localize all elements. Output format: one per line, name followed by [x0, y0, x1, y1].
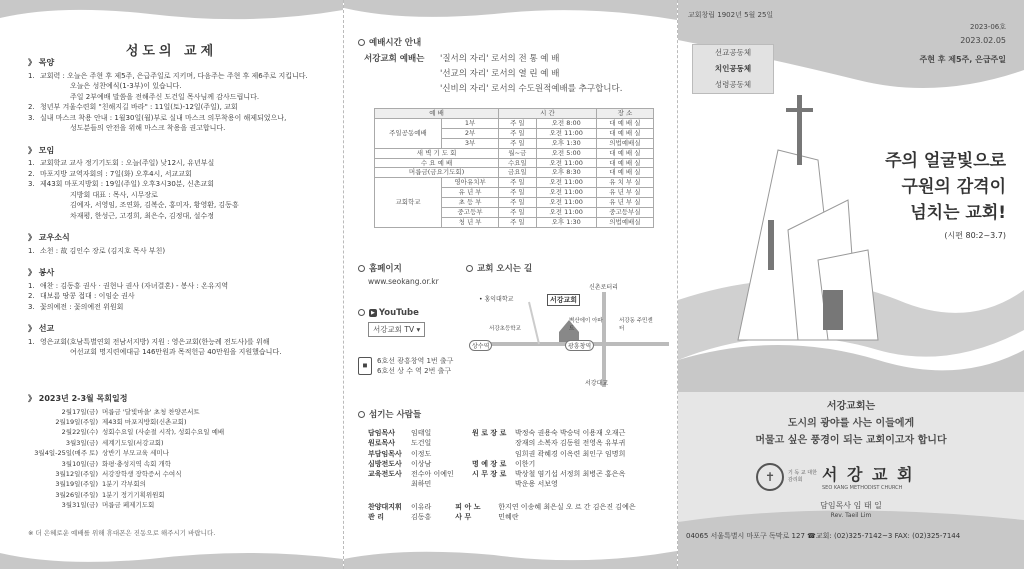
staff-names: 이정도: [411, 449, 432, 458]
table-cell: 수 요 예 배: [375, 158, 499, 168]
table-cell: 오전 11:00: [536, 178, 596, 188]
slogan-line-3: 넘치는 교회!: [910, 203, 1006, 223]
table-header-row: [375, 109, 654, 119]
staff-row: [472, 459, 672, 469]
schedule-row: [28, 490, 333, 500]
item-number: 1.: [28, 281, 35, 290]
item-number: 2.: [28, 103, 35, 111]
intro-line: '신비의 자리' 로서의 수도원적예배를 추구합니다.: [440, 84, 623, 94]
homepage-link[interactable]: www.seokang.or.kr: [368, 277, 439, 286]
staff-names: 한지연 이송혜 최은실 오 르 간 김은진 김예은: [498, 503, 636, 511]
staff-row: [368, 512, 668, 522]
map-label-community-center: 서강동 주민센터: [619, 318, 653, 332]
founded-date: 교회창립 1902년 5월 25일: [688, 11, 774, 19]
news-section: [28, 233, 333, 256]
item-number: 1.: [28, 71, 35, 80]
staff-row: [472, 469, 672, 479]
map-label-hongik: • 홍익대학교: [479, 296, 514, 303]
table-cell: 교회학교: [375, 178, 442, 228]
news-item: [28, 71, 333, 103]
staff-names: 박상철 염기섭 서정희 최병곤 홍은옥: [515, 470, 626, 479]
subway-info: ◼ 6호선 광흥창역 1번 출구 6호선 상 수 역 2번 출구: [358, 356, 453, 376]
staff-row: [472, 438, 672, 448]
table-cell: 주 일: [499, 128, 536, 138]
intro-line: '선교의 자리' 로서의 열 린 예 배: [440, 69, 560, 79]
item-number: 3.: [28, 113, 35, 122]
table-cell: 오전 11:00: [536, 188, 596, 198]
church-logo-block: [756, 462, 915, 491]
staff-role: 원로목사: [368, 439, 396, 448]
item-line: 영은교회(호남특별연회 전남서지방) 지원 : 영은교회(한능례 전도사)를 위해: [40, 337, 270, 346]
staff-left-list: [368, 428, 468, 490]
schedule-row: [28, 407, 333, 417]
staff-role: 찬양대지휘: [368, 503, 402, 511]
table-cell: 주 일: [499, 188, 536, 198]
theme-slogan: [836, 148, 1006, 241]
slogan-line-1: 주의 얼굴빛으로: [885, 151, 1006, 171]
news-panel: [0, 0, 344, 569]
item-number: 1.: [28, 246, 35, 255]
staff-role: 심방전도사: [368, 459, 402, 468]
schedule-event: 머릅금 '달빛마을' 초청 찬양콘서트: [102, 407, 200, 416]
schedule-event: 1분기 각부회의: [102, 480, 146, 489]
intro-lines: [440, 52, 622, 97]
table-cell: 대 예 배 실: [596, 118, 653, 128]
schedule-event: 제43회 마포지방회(신촌교회): [102, 417, 187, 426]
table-cell: 오전 5:00: [536, 148, 596, 158]
schedule-event: 서강장학생 장학증서 수여식: [102, 469, 182, 478]
news-item: [28, 102, 333, 113]
item-line: 지방회 대표 : 목사, 시무장로: [70, 190, 158, 199]
directions-map: [469, 282, 669, 392]
schedule-event: 상반기 부모교육 세미나: [102, 449, 169, 458]
schedule-section: [28, 394, 333, 511]
homepage-heading: 홈페이지: [358, 262, 402, 274]
table-header: 시 간: [499, 109, 597, 119]
news-item: [28, 113, 333, 134]
item-line: 김예자, 서영임, 조연화, 김복순, 홍미자, 황영환, 김동흥: [70, 201, 239, 209]
schedule-event: 1분기 정기기획위원회: [102, 490, 165, 499]
section-heading: 》 교우소식: [28, 233, 70, 242]
phone-note: ※ 더 은혜로운 예배를 위해 휴대폰은 진동으로 해주시기 바랍니다.: [28, 529, 216, 537]
item-number: 2.: [28, 292, 35, 300]
item-line: 오늘은 성찬예식(1-3부)이 있습니다.: [70, 82, 182, 90]
intro-church-name: 서강교회 예배는: [364, 54, 425, 64]
news-section: [28, 146, 333, 222]
table-cell: 금요일: [499, 168, 536, 178]
bottom-wave-decoration: [0, 543, 343, 569]
staff-names: 이유라: [411, 503, 432, 511]
staff-role: 시 무 장 로: [472, 470, 507, 479]
table-row: [375, 168, 654, 178]
news-item: [28, 179, 333, 221]
slogan-line-2: 구원의 감격이: [901, 177, 1006, 197]
bulletin-date: 2023.02.05: [960, 36, 1006, 45]
item-number: 1.: [28, 337, 35, 346]
community-current: 치인공동체: [714, 64, 752, 73]
schedule-event: 화평·충성지역 속회 개학: [102, 459, 171, 468]
table-header: 장 소: [596, 109, 653, 119]
schedule-date: 3월4일-25일(매주 토): [34, 449, 98, 458]
schedule-row: [28, 469, 333, 479]
item-line: 꽃의예전 : 꽃의예전 위원회: [40, 302, 124, 311]
map-label-gwangheungchang-station: 광흥창역: [565, 340, 594, 351]
staff-role: 관 리: [368, 513, 384, 522]
circle-bullet-icon: [358, 265, 365, 272]
table-cell: 의법예배실: [596, 138, 653, 148]
bottom-wave-decoration: [344, 543, 677, 569]
youtube-heading: ▶ YouTube: [358, 308, 419, 318]
circle-bullet-icon: [358, 411, 365, 418]
subway-icon: ◼: [358, 357, 372, 375]
item-line: 마포지방 교역자회의 : 7일(화) 오후4시, 서교교회: [40, 169, 192, 178]
table-cell: 오후 8:30: [536, 168, 596, 178]
pastor-name-en: Rev. Taeil Lim: [830, 512, 872, 519]
denomination-label: 기 독 교 대한감리회: [788, 469, 817, 483]
table-cell: 중고등부: [442, 208, 499, 218]
schedule-row: [28, 459, 333, 469]
schedule-date: 3월10일(금): [61, 459, 98, 468]
schedule-date: 3월3일(금): [65, 438, 98, 447]
item-line: 실내 마스크 착용 안내 : 1월30일(월)부로 실내 마스크 의무착용이 해제되었으나,: [40, 113, 287, 122]
table-row: [375, 148, 654, 158]
table-cell: 대 예 배 실: [596, 168, 653, 178]
staff-role: 사 무: [455, 513, 472, 522]
staff-names: 장재의 소복자 김동원 전영옥 유부귀: [515, 439, 626, 448]
staff-role: 명 예 장 로: [472, 459, 507, 468]
schedule-date: 3월12일(주일): [55, 469, 98, 478]
table-cell: 중고등부실: [596, 208, 653, 218]
section-heading: 》 봉사: [28, 268, 55, 277]
staff-names: 민혜란: [498, 513, 519, 522]
item-line: 성도분들의 안전을 위해 마스크 착용을 권고합니다.: [70, 124, 226, 132]
table-cell: 대 예 배 실: [596, 158, 653, 168]
item-line: 교회학교 교사 정기기도회 : 오늘(주일) 낮12시, 유년부실: [40, 159, 215, 167]
staff-role: 원 로 장 로: [472, 429, 507, 437]
schedule-list: [28, 407, 333, 511]
table-cell: 오전 11:00: [536, 128, 596, 138]
staff-names: 도건일: [411, 439, 432, 448]
map-label-sangsu-station: 상수역: [469, 340, 492, 351]
map-label-church: 서강교회: [547, 294, 580, 306]
staff-names: 박정숙 권용숙 박승덕 이용재 오재근: [515, 429, 626, 437]
news-item: [28, 169, 333, 180]
table-cell: 수요일: [499, 158, 536, 168]
church-name: 서 강 교 회: [822, 465, 915, 484]
church-address: 04065 서울특별시 마포구 독막로 127 ☎교회: (02)325-7142~3 FAX: (02)325-7144: [686, 532, 961, 540]
staff-row: [368, 469, 468, 479]
staff-role: 피 아 노: [455, 503, 481, 511]
worship-time-table: [374, 108, 654, 228]
schedule-event: 성회수요일 (사순절 시작), 성회수요일 예배: [102, 428, 225, 437]
item-line: 제43회 마포지방회 : 19일(주일) 오후3시30분, 신촌교회: [40, 180, 215, 188]
schedule-row: [28, 438, 333, 448]
schedule-date: 2월19일(주일): [55, 417, 98, 426]
section-heading: 》 모임: [28, 145, 55, 155]
circle-bullet-icon: [466, 265, 473, 272]
section-heading: 》 목양: [28, 58, 55, 67]
staff-names: 박운용 서보영: [515, 480, 558, 489]
church-statement: [678, 398, 1024, 449]
schedule-date: 2월17일(금): [61, 407, 98, 416]
directions-heading: 교회 오시는 길: [466, 262, 532, 274]
pastor-name: 담임목사 임 태 일: [820, 501, 882, 510]
staff-names: 임희권 곽혜경 이옥련 최인구 임명희: [515, 449, 626, 458]
table-cell: 유 년 부: [442, 188, 499, 198]
table-cell: 주일공동예배: [375, 118, 442, 148]
news-section: [28, 324, 333, 358]
item-line: 여선교회 명지련예대금 146만원과 목적헌금 40만원을 지원했습니다.: [70, 348, 282, 356]
info-panel: [344, 0, 678, 569]
news-section: [28, 58, 333, 134]
table-cell: 대 예 배 실: [596, 148, 653, 158]
table-cell: 1부: [442, 118, 499, 128]
item-line: 대보름 땅콩 접대 : 이임순 권사: [40, 292, 135, 300]
schedule-row: [28, 479, 333, 489]
table-header: 예 배: [375, 109, 499, 119]
table-cell: 영아유치부: [442, 178, 499, 188]
schedule-date: 3월26일(주일): [55, 490, 98, 499]
top-wave-decoration: [0, 0, 343, 26]
schedule-date: 3월19일(주일): [55, 480, 98, 489]
top-wave-decoration: [344, 0, 677, 26]
issue-number: 2023-06호: [969, 23, 1006, 31]
table-cell: 오전 11:00: [536, 198, 596, 208]
schedule-date: 3월31일(금): [61, 501, 98, 510]
cover-panel: [678, 0, 1024, 569]
table-row: [375, 118, 654, 128]
table-cell: 주 일: [499, 198, 536, 208]
table-cell: 2부: [442, 128, 499, 138]
staff-row: [472, 428, 672, 438]
table-cell: 유 년 부 실: [596, 198, 653, 208]
staff-row: [368, 502, 668, 512]
table-cell: 월~금: [499, 148, 536, 158]
liturgical-week: 주현 후 제5주, 은급주일: [919, 55, 1006, 64]
staff-row: [472, 479, 672, 489]
staff-heading: 섬기는 사람들: [358, 408, 421, 420]
news-item: [28, 158, 333, 169]
item-number: 1.: [28, 159, 35, 167]
circle-bullet-icon: [358, 39, 365, 46]
news-item: [28, 291, 333, 302]
worship-intro: [364, 52, 622, 97]
staff-row: [368, 428, 468, 438]
item-line: 교회력 : 오늘은 주현 후 제5주, 은급주일로 지키며, 다음주는 주현 후 제6주로 지킵니다.: [40, 71, 308, 80]
staff-names: 이한기: [515, 459, 536, 468]
item-line: 차재평, 한성근, 고경희, 최은수, 김정대, 설수정: [70, 211, 214, 220]
item-number: 3.: [28, 180, 35, 188]
table-cell: 주 일: [499, 208, 536, 218]
schedule-row: [28, 448, 333, 458]
statement-line-2: 도시의 광야를 사는 이들에게: [787, 418, 915, 429]
statement-line-1: 서강교회는: [826, 401, 876, 412]
staff-row: [368, 449, 468, 459]
community-spirit: 성령공동체: [714, 80, 752, 89]
item-line: 청년부 겨울수련회 "친해지길 바라" : 11일(토)-12일(주일), 교회: [40, 103, 238, 111]
schedule-row: [28, 500, 333, 510]
intro-line: '질서의 자리' 로서의 전 통 예 배: [440, 54, 560, 64]
table-cell: 유 년 부 실: [596, 188, 653, 198]
item-line: 주일 2부예배 말씀을 전해주신 도건일 목사님께 감사드립니다.: [70, 92, 260, 101]
schedule-date: 2월22일(수): [61, 428, 98, 437]
church-name-en: SEO KANG METHODIST CHURCH: [822, 485, 903, 491]
slogan-verse: (시편 80:2~3.7): [944, 231, 1006, 240]
table-cell: 오후 1:30: [536, 217, 596, 227]
table-cell: 3부: [442, 138, 499, 148]
table-cell: 오후 1:30: [536, 138, 596, 148]
table-cell: 주 일: [499, 178, 536, 188]
item-line: 소천 : 故 김인수 장로 (김지호 목사 부친): [40, 246, 166, 255]
staff-names: 임태일: [411, 429, 432, 437]
chevron-down-icon: ▾: [416, 325, 421, 334]
staff-names: 최하민: [411, 480, 432, 489]
staff-bottom-list: [368, 502, 668, 523]
community-mission: 선교공동체: [714, 48, 752, 57]
map-label-bridge: 서강대교: [585, 380, 609, 387]
staff-names: 전수아 이예인: [411, 470, 454, 479]
staff-row: [368, 479, 468, 489]
table-cell: 대 예 배 실: [596, 128, 653, 138]
map-label-school: 서강초등학교: [489, 326, 521, 332]
news-item: [28, 302, 333, 313]
table-cell: 의법예배실: [596, 217, 653, 227]
table-cell: 주 일: [499, 118, 536, 128]
schedule-event: 머릅금 페제기도회: [102, 501, 155, 510]
staff-role: 부담임목사: [368, 449, 402, 458]
table-row: [375, 158, 654, 168]
community-box: [692, 44, 774, 94]
schedule-event: 세계기도일(서강교회): [102, 438, 164, 447]
table-cell: 주 일: [499, 217, 536, 227]
staff-row: [472, 449, 672, 459]
news-section: [28, 268, 333, 312]
schedule-row: [28, 417, 333, 427]
news-item: [28, 281, 333, 292]
table-cell: 오전 8:00: [536, 118, 596, 128]
news-item: [28, 246, 333, 257]
worship-heading: 예배시간 안내: [358, 36, 421, 48]
table-row: [375, 178, 654, 188]
staff-role: 교육전도사: [368, 470, 402, 479]
table-cell: 오전 11:00: [536, 158, 596, 168]
schedule-row: [28, 427, 333, 437]
staff-names: 이상남: [411, 459, 432, 468]
map-label-sinchon: 신촌로터리: [589, 284, 618, 291]
statement-line-3: 머물고 싶은 풍경이 되는 교회이고자 합니다: [755, 435, 947, 446]
church-seal-icon: ✝: [756, 463, 784, 491]
item-line: 애찬 : 김동흥 권사 · 권현나 권사 (자녀결혼) - 봉사 : 온유지역: [40, 281, 229, 290]
staff-row: [368, 459, 468, 469]
staff-names: 김동흥: [411, 513, 432, 522]
section-heading: 》 선교: [28, 324, 55, 333]
table-cell: 머릅금(금요기도회): [375, 168, 499, 178]
table-cell: 청 년 부: [442, 217, 499, 227]
news-item: [28, 337, 333, 358]
circle-bullet-icon: [358, 309, 365, 316]
item-number: 2.: [28, 169, 35, 178]
map-label-apartment: 벽산에이 아파트: [569, 318, 603, 332]
youtube-channel-select[interactable]: 서강교회 TV ▾: [368, 322, 425, 337]
table-cell: 주 일: [499, 138, 536, 148]
staff-row: [368, 438, 468, 448]
page-title: 성도의 교제: [125, 44, 218, 59]
item-number: 3.: [28, 302, 35, 311]
table-cell: 새 벽 기 도 회: [375, 148, 499, 158]
youtube-icon: ▶: [371, 309, 375, 316]
table-cell: 유 치 부 실: [596, 178, 653, 188]
table-cell: 오전 11:00: [536, 208, 596, 218]
staff-right-list: [472, 428, 672, 490]
staff-role: 담임목사: [368, 429, 396, 437]
table-cell: 초 등 부: [442, 198, 499, 208]
schedule-heading: 》 2023년 2-3월 목회일정: [28, 394, 128, 403]
